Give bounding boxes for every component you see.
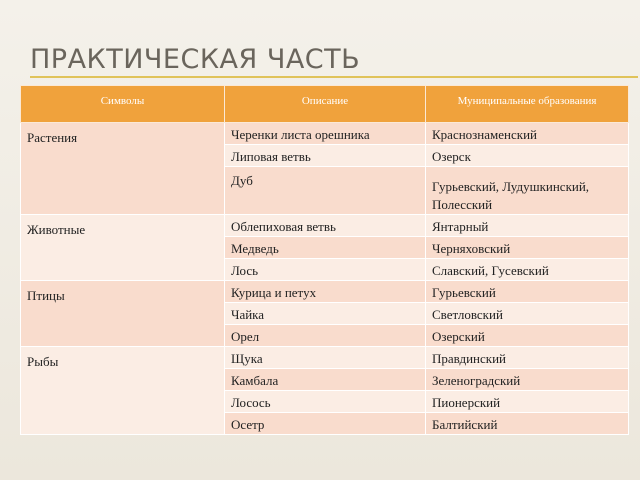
description-cell: Осетр (225, 413, 426, 435)
description-cell: Липовая ветвь (225, 145, 426, 167)
description-cell: Черенки листа орешника (225, 123, 426, 145)
municipality-cell: Янтарный (426, 215, 629, 237)
description-cell: Лосось (225, 391, 426, 413)
municipality-cell: Балтийский (426, 413, 629, 435)
municipality-cell: Светловский (426, 303, 629, 325)
table-row (21, 281, 629, 303)
municipality-cell: Гурьевский, Лудушкинский, Полесский (426, 167, 629, 215)
description-cell: Камбала (225, 369, 426, 391)
municipality-cell: Гурьевский (426, 281, 629, 303)
table-row (21, 347, 629, 369)
symbols-table (20, 85, 629, 435)
description-cell: Дуб (225, 167, 426, 215)
description-cell: Облепиховая ветвь (225, 215, 426, 237)
municipality-cell: Черняховский (426, 237, 629, 259)
description-cell: Лось (225, 259, 426, 281)
table-header-row (21, 86, 629, 123)
description-cell: Чайка (225, 303, 426, 325)
table-row (21, 215, 629, 237)
table-row (21, 123, 629, 145)
description-cell: Курица и петух (225, 281, 426, 303)
municipality-cell: Зеленоградский (426, 369, 629, 391)
municipality-cell: Озерск (426, 145, 629, 167)
header-municipalities: Муниципальные образования (426, 86, 629, 123)
category-cell: Животные (21, 215, 225, 281)
category-cell: Растения (21, 123, 225, 215)
title-divider (30, 76, 638, 78)
description-cell: Медведь (225, 237, 426, 259)
description-cell: Орел (225, 325, 426, 347)
municipality-cell: Правдинский (426, 347, 629, 369)
header-symbols: Символы (21, 86, 225, 123)
municipality-cell: Краснознаменский (426, 123, 629, 145)
header-description: Описание (225, 86, 426, 123)
description-cell: Щука (225, 347, 426, 369)
page-title: ПРАКТИЧЕСКАЯ ЧАСТЬ (30, 44, 361, 75)
category-cell: Птицы (21, 281, 225, 347)
municipality-cell: Пионерский (426, 391, 629, 413)
municipality-cell: Славский, Гусевский (426, 259, 629, 281)
municipality-cell: Озерский (426, 325, 629, 347)
category-cell: Рыбы (21, 347, 225, 435)
